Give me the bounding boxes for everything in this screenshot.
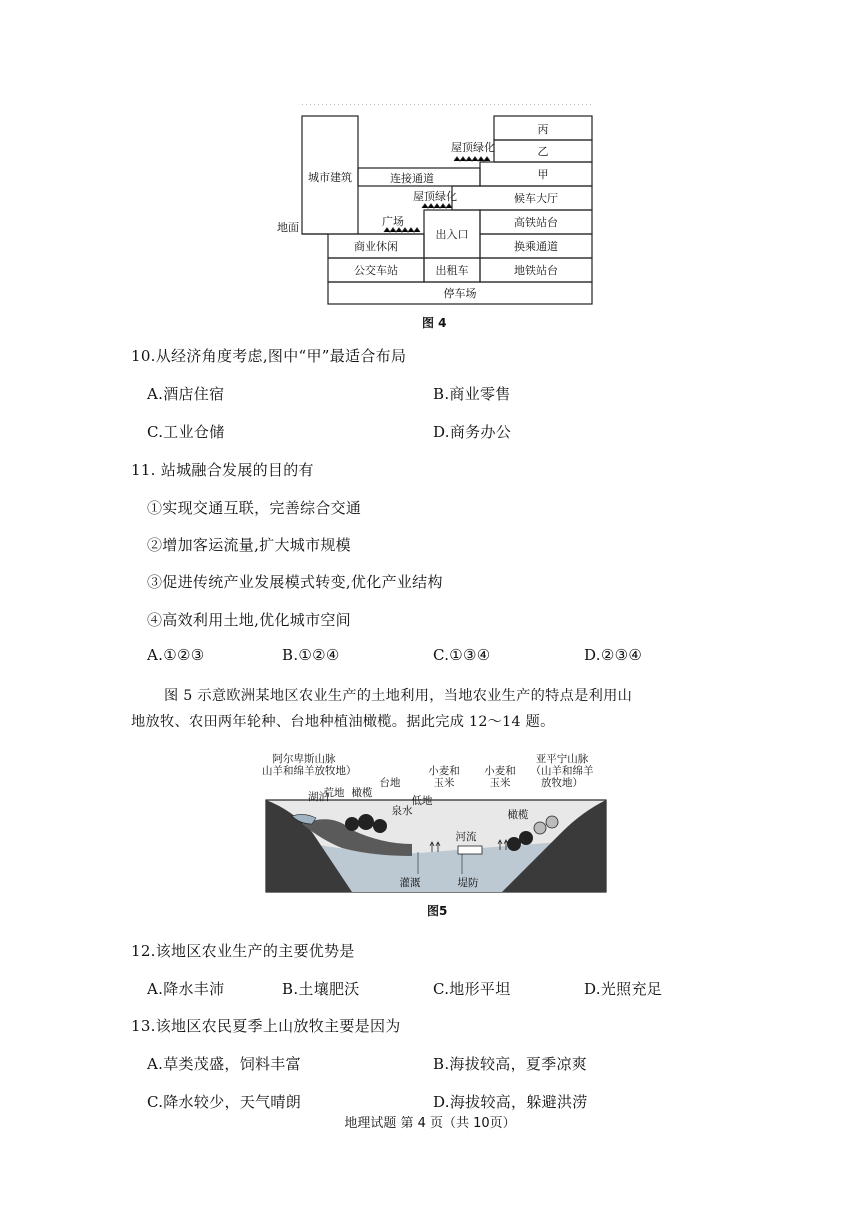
q13-option-b: B.海拔较高，夏季凉爽	[433, 1055, 588, 1073]
q11-option-b: B.①②④	[282, 646, 340, 664]
q11-statement-2: ②增加客运流量,扩大城市规模	[147, 536, 351, 554]
q12-option-c: C.地形平坦	[433, 980, 511, 998]
q11-option-c: C.①③④	[433, 646, 491, 664]
label-connector: 连接通道	[390, 172, 434, 185]
label-alps-title: 阿尔卑斯山脉	[272, 753, 336, 765]
label-olive-right: 橄榄	[507, 809, 529, 821]
q11-statement-1: ①实现交通互联，完善综合交通	[147, 499, 362, 517]
label-roof-green-top: 屋顶绿化	[451, 141, 495, 154]
q10-option-d: D.商务办公	[433, 423, 512, 441]
label-alps-sub: （山羊和绵羊放牧地）	[262, 765, 357, 777]
label-taxi: 出租车	[435, 264, 469, 277]
q12-option-b: B.土壤肥沃	[282, 980, 360, 998]
q10-option-c: C.工业仓储	[147, 423, 225, 441]
label-spring: 泉水	[391, 805, 413, 817]
figure-5-diagram	[262, 752, 612, 900]
figure-5-caption: 图5	[427, 904, 448, 918]
label-apennine-sub2: 放牧地）	[541, 777, 583, 789]
label-metro-platform: 地铁站台	[514, 264, 558, 277]
label-jia: 甲	[537, 168, 549, 181]
figure-4-diagram	[272, 104, 602, 316]
label-bus-station: 公交车站	[354, 264, 398, 277]
q11-statement-4: ④高效利用土地,优化城市空间	[147, 611, 351, 629]
q12-option-d: D.光照充足	[584, 980, 663, 998]
q12-option-a: A.降水丰沛	[147, 980, 225, 998]
label-parking: 停车场	[443, 287, 477, 300]
label-entrance: 出入口	[435, 228, 469, 241]
label-transfer: 换乘通道	[514, 240, 558, 253]
label-apennine-sub1: （山羊和绵羊	[530, 765, 594, 777]
label-waiting-hall: 候车大厅	[514, 192, 558, 205]
q13-option-a: A.草类茂盛，饲料丰富	[147, 1055, 301, 1073]
label-bing: 丙	[537, 123, 549, 136]
label-terrace: 台地	[379, 777, 401, 789]
label-wheat-right-1: 小麦和	[484, 765, 516, 777]
q13-stem: 13.该地区农民夏季上山放牧主要是因为	[131, 1017, 401, 1035]
page-footer: 地理试题 第 4 页（共 10页）	[344, 1116, 516, 1131]
label-wasteland: 荒地	[323, 787, 345, 799]
q11-option-d: D.②③④	[584, 646, 643, 664]
label-wheat-left-2: 玉米	[433, 777, 455, 789]
label-apennine-title: 亚平宁山脉	[535, 753, 589, 765]
label-lowland: 低地	[411, 795, 433, 807]
label-wheat-right-2: 玉米	[489, 777, 511, 789]
land-use-cross-section	[262, 752, 612, 900]
q11-option-a: A.①②③	[147, 646, 205, 664]
station-city-diagram	[272, 104, 602, 316]
label-yi: 乙	[537, 145, 549, 158]
q10-stem: 10.从经济角度考虑,图中“甲”最适合布局	[131, 347, 407, 365]
label-plaza: 广场	[382, 215, 404, 228]
label-wheat-left-1: 小麦和	[428, 765, 460, 777]
label-ground: 地面	[277, 221, 299, 234]
figure-4-caption: 图 4	[422, 316, 447, 330]
intro-line-2: 地放牧、农田两年轮种、台地种植油橄榄。据此完成 12～14 题。	[131, 714, 555, 730]
q11-stem: 11. 站城融合发展的目的有	[131, 461, 314, 479]
intro-line-1: 图 5 示意欧洲某地区农业生产的土地利用，当地农业生产的特点是利用山	[164, 688, 633, 704]
label-olive-left: 橄榄	[351, 787, 373, 799]
label-river: 河流	[455, 831, 477, 843]
jia-box	[480, 162, 592, 186]
q10-option-b: B.商业零售	[433, 385, 511, 403]
label-levee: 堤防	[457, 877, 479, 889]
q13-option-c: C.降水较少，天气晴朗	[147, 1093, 302, 1111]
label-lake: 湖泊	[308, 791, 329, 803]
q12-stem: 12.该地区农业生产的主要优势是	[131, 942, 355, 960]
label-commerce: 商业休闲	[354, 240, 398, 253]
label-hsr-platform: 高铁站台	[514, 216, 558, 229]
q11-statement-3: ③促进传统产业发展模式转变,优化产业结构	[147, 573, 443, 591]
label-city-building: 城市建筑	[308, 171, 352, 184]
label-irrigation: 灌溉	[399, 877, 421, 889]
q10-option-a: A.酒店住宿	[147, 385, 225, 403]
q13-option-d: D.海拔较高，躲避洪涝	[433, 1093, 588, 1111]
label-roof-green-mid: 屋顶绿化	[413, 190, 457, 203]
